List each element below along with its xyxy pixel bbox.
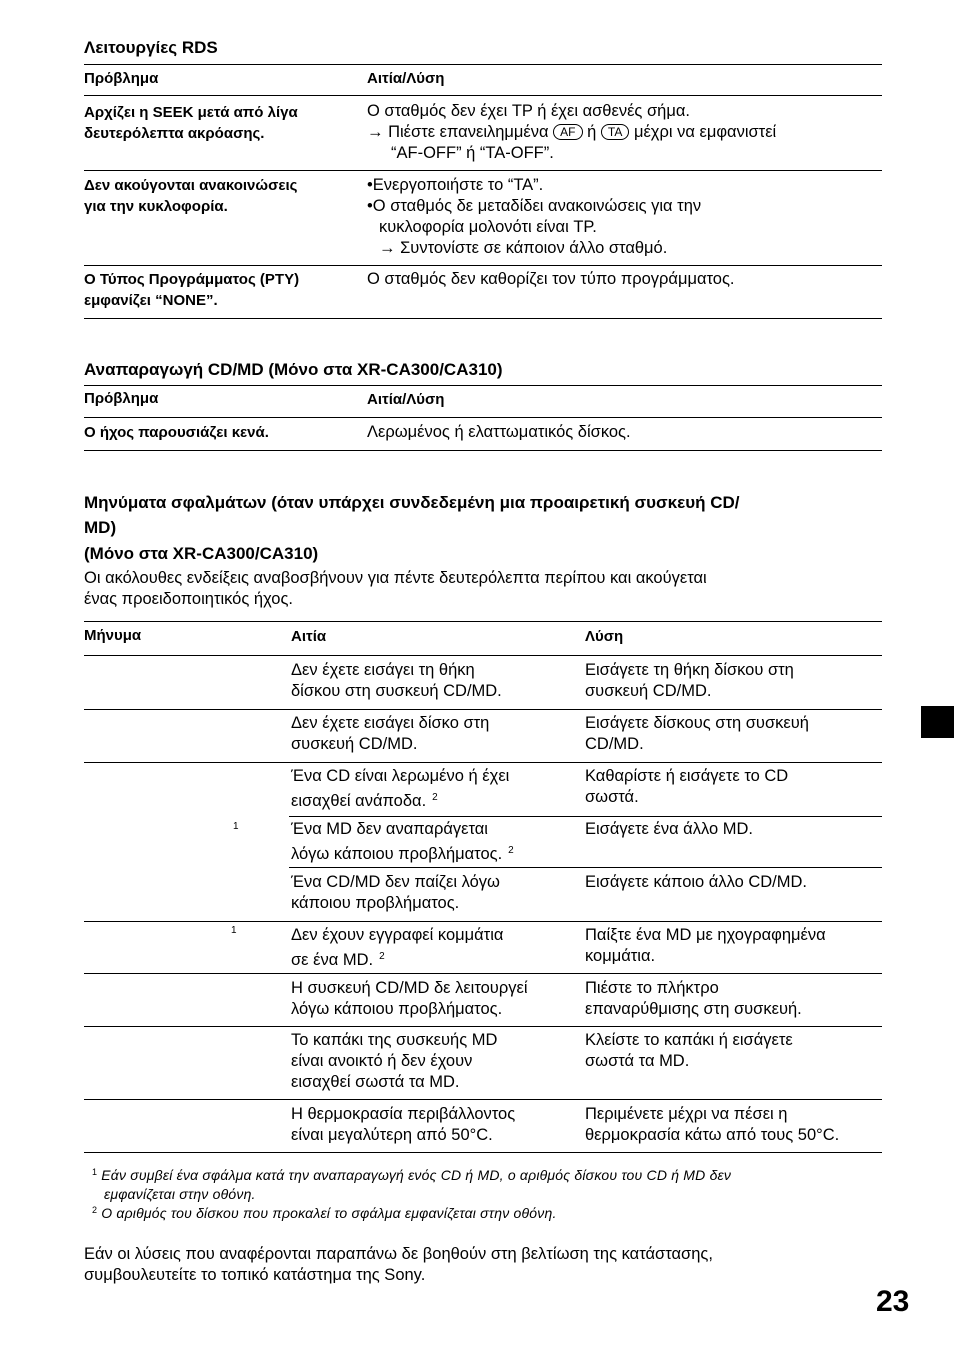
error-row-5-solution: Εισάγετε κάποιο άλλο CD/MD. bbox=[585, 873, 808, 891]
error-row-5-cause: Ένα CD/MD δεν παίζει λόγω κάποιου προβλήματος. bbox=[291, 873, 500, 912]
rds-col-problem: Πρόβλημα bbox=[84, 70, 159, 87]
error-row-7-cause: Η συσκευή CD/MD δε λειτουργεί λόγω κάποιου προβλήματος. bbox=[291, 979, 528, 1018]
ta-key-icon: TA bbox=[601, 124, 629, 140]
error-row-3-cause: Ένα CD είναι λερωμένο ή έχει εισαχθεί ανάποδα. $^2$ bbox=[291, 767, 510, 810]
footnote-mark: 2 bbox=[92, 1205, 98, 1215]
footnote-ref: 2 bbox=[379, 951, 385, 962]
divider bbox=[289, 867, 882, 868]
divider bbox=[84, 417, 882, 418]
error-row-8-cause: Το καπάκι της συσκευής MD είναι ανοικτό ή δεν έχουν εισαχθεί σωστά τα MD. bbox=[291, 1031, 498, 1091]
divider bbox=[84, 655, 882, 656]
divider bbox=[84, 1152, 882, 1153]
footnote-ref: 1 bbox=[231, 925, 237, 936]
divider bbox=[84, 64, 882, 65]
rds-row-2-cause: •Ενεργοποιήστε το “TA”. •Ο σταθμός δε μεταδίδει ανακοινώσεις για την κυκλοφορία μολονότι είναι TP. → Συντονίστε σε κάποιον άλλο σταθμό. bbox=[367, 176, 702, 257]
error-row-6-cause: Δεν έχουν εγγραφεί κομμάτια σε ένα MD. $^2$ bbox=[291, 926, 504, 969]
footnote-ref: 2 bbox=[508, 845, 514, 856]
footnote-2: $^2$ Ο αριθμός του δίσκου που προκαλεί το σφάλμα εμφανίζεται στην οθόνη. bbox=[92, 1205, 557, 1221]
divider bbox=[84, 762, 882, 763]
errors-intro: Οι ακόλουθες ενδείξεις αναβοσβήνουν για πέντε δευτερόλεπτα περίπου και ακούγεται ένας προειδοποιητικός ήχος. bbox=[84, 569, 707, 608]
rds-row-1-problem: Αρχίζει η SEEK μετά από λίγα δευτερόλεπτα ακρόασης. bbox=[84, 104, 298, 142]
error-row-3-solution: Καθαρίστε ή εισάγετε το CD σωστά. bbox=[585, 767, 789, 806]
divider bbox=[84, 1026, 882, 1027]
rds-row-3-cause: Ο σταθμός δεν καθορίζει τον τύπο προγράμματος. bbox=[367, 270, 735, 288]
playback-col-problem: Πρόβλημα bbox=[84, 390, 159, 407]
divider bbox=[84, 170, 882, 171]
closing-paragraph: Εάν οι λύσεις που αναφέρονται παραπάνω δε βοηθούν στη βελτίωση της κατάστασης, συμβουλευτείτε το τοπικό κατάστημα της Sony. bbox=[84, 1245, 713, 1284]
error-row-1-cause: Δεν έχετε εισάγει τη θήκη δίσκου στη συσκευή CD/MD. bbox=[291, 661, 502, 700]
divider bbox=[84, 921, 882, 922]
page-number: 23 bbox=[876, 1285, 910, 1318]
footnote-mark: 1 bbox=[92, 1167, 98, 1177]
footnote-ref: 1 bbox=[233, 821, 239, 832]
rds-col-cause: Αιτία/Λύση bbox=[367, 70, 445, 87]
af-key-icon: AF bbox=[553, 124, 582, 140]
arrow-icon: → bbox=[367, 123, 384, 141]
divider bbox=[84, 973, 882, 974]
divider bbox=[84, 95, 882, 96]
error-row-1-solution: Εισάγετε τη θήκη δίσκου στη συσκευή CD/MD. bbox=[585, 661, 794, 700]
divider bbox=[84, 450, 882, 451]
errors-col-message: Μήνυμα bbox=[84, 627, 142, 644]
rds-row-1-cause: Ο σταθμός δεν έχει TP ή έχει ασθενές σήμα. → Πιέστε επανειλημμένα AF ή TA μέχρι να εμφανιστεί “AF-OFF” ή “TA-OFF”. bbox=[367, 102, 777, 162]
error-row-9-solution: Περιμένετε μέχρι να πέσει η θερμοκρασία κάτω από τους 50°C. bbox=[585, 1105, 840, 1144]
bullet-icon: • bbox=[367, 197, 373, 215]
error-row-2-solution: Εισάγετε δίσκους στη συσκευή CD/MD. bbox=[585, 714, 809, 753]
error-row-6-solution: Παίξτε ένα MD με ηχογραφημένα κομμάτια. bbox=[585, 926, 826, 965]
playback-section-title: Αναπαραγωγή CD/MD (Μόνο στα XR-CA300/CA310) bbox=[84, 360, 503, 379]
footnote-1: $^1$ Εάν συμβεί ένα σφάλμα κατά την αναπαραγωγή ενός CD ή MD, ο αριθμός δίσκου του CD ή MD δεν εμφανίζεται στην οθόνη. bbox=[92, 1167, 732, 1202]
errors-col-solution: Λύση bbox=[585, 628, 624, 645]
error-row-9-cause: Η θερμοκρασία περιβάλλοντος είναι μεγαλύτερη από 50°C. bbox=[291, 1105, 516, 1144]
error-row-2-cause: Δεν έχετε εισάγει δίσκο στη συσκευή CD/MD. bbox=[291, 714, 490, 753]
rds-row-3-problem: Ο Τύπος Προγράμματος (PTY) εμφανίζει “NONE”. bbox=[84, 271, 300, 309]
error-row-4-solution: Εισάγετε ένα άλλο MD. bbox=[585, 820, 753, 838]
error-row-7-solution: Πιέστε το πλήκτρο επαναρύθμισης στη συσκευή. bbox=[585, 979, 802, 1018]
playback-cause: Λερωμένος ή ελαττωματικός δίσκος. bbox=[367, 423, 631, 441]
divider bbox=[84, 318, 882, 319]
playback-col-cause: Αιτία/Λύση bbox=[367, 391, 445, 408]
divider bbox=[84, 709, 882, 710]
rds-row-2-problem: Δεν ακούγονται ανακοινώσεις για την κυκλοφορία. bbox=[84, 177, 298, 215]
footnote-ref: 2 bbox=[432, 792, 438, 803]
divider bbox=[289, 816, 882, 817]
error-row-8-solution: Κλείστε το καπάκι ή εισάγετε σωστά τα MD. bbox=[585, 1031, 793, 1070]
errors-section-title: Μηνύματα σφαλμάτων (όταν υπάρχει συνδεδεμένη μια προαιρετική συσκευή CD/ MD) bbox=[84, 493, 740, 537]
arrow-icon: → bbox=[379, 239, 396, 257]
playback-problem: Ο ήχος παρουσιάζει κενά. bbox=[84, 424, 269, 441]
errors-col-cause: Αιτία bbox=[291, 628, 327, 645]
divider bbox=[84, 385, 882, 386]
errors-subtitle: (Μόνο στα XR-CA300/CA310) bbox=[84, 544, 319, 563]
divider bbox=[84, 1099, 882, 1100]
section-tab-marker bbox=[921, 706, 954, 738]
bullet-icon: • bbox=[367, 176, 373, 194]
rds-section-title: Λειτουργίες RDS bbox=[84, 38, 218, 57]
divider bbox=[84, 621, 882, 622]
divider bbox=[84, 265, 882, 266]
error-row-4-cause: Ένα MD δεν αναπαράγεται λόγω κάποιου προβλήματος. $^2$ bbox=[291, 820, 514, 863]
